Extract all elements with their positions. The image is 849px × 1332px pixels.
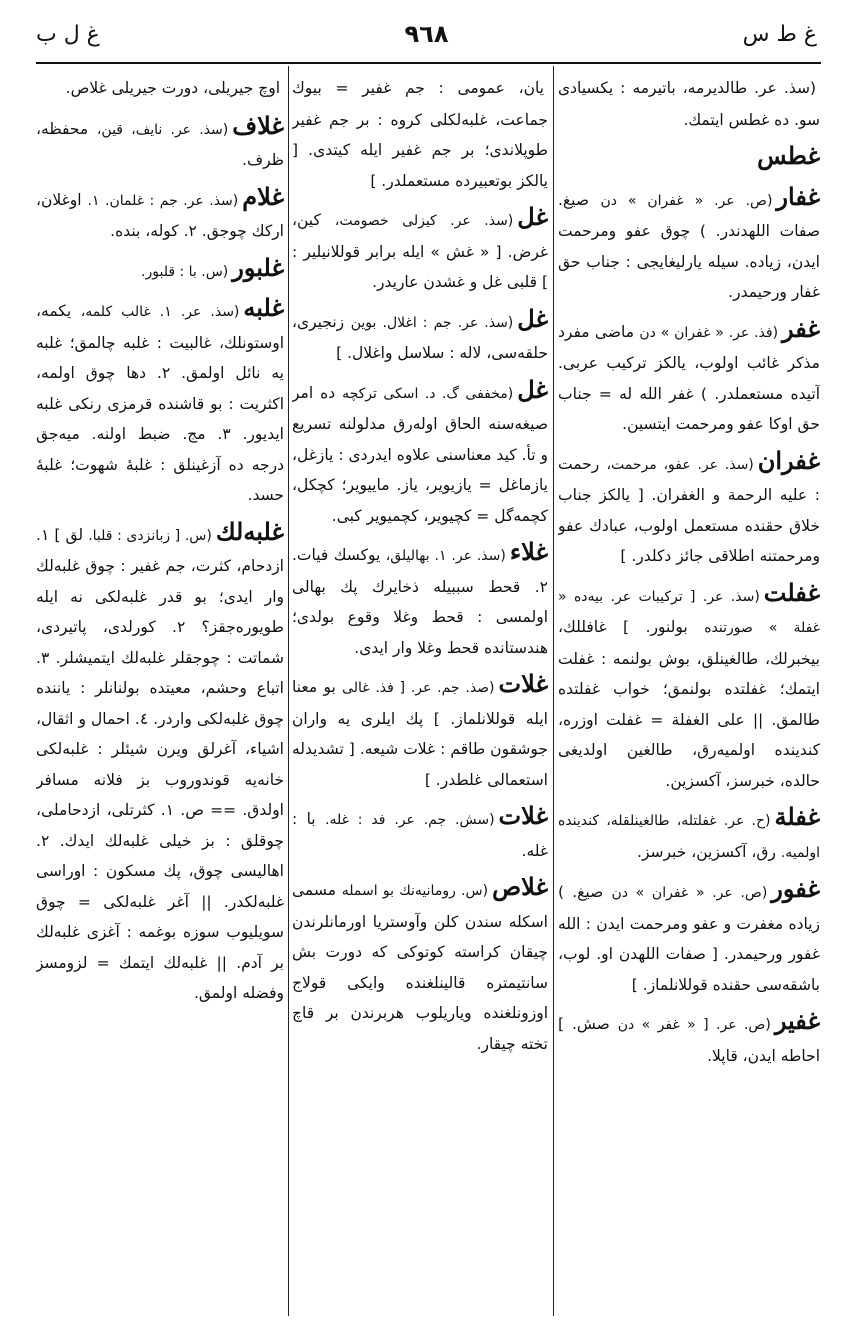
dictionary-entry: [36, 70, 284, 105]
header-rule: [36, 62, 821, 64]
entry-abbreviation: (سذ. عر. ١. بهالیلق،: [385, 548, 506, 564]
entry-definition: ماضی مفرد مذکر غائب اولوب، یالکز ترکیب عربی. آتیده مستعملدر. ) غفر الله له = جناب حق اوکا عفو ومرحمت ایتسین.: [558, 322, 820, 433]
entry-abbreviation: (سذ. عر. ١. غالب کلمه،: [80, 304, 240, 320]
entry-headword: غلاص: [492, 872, 548, 901]
dictionary-entry: [558, 70, 820, 135]
entry-headword: غلات: [498, 669, 548, 698]
entry-definition: یکمه، اوستونلك، غالبیت : غلبه چالمق؛ غلبه یه نائل اولمق. ٢. دها چوق اولمه، اکثریت : بو قاشنده قرمزی رنکی غلبه ایدیور. ٣. مج. ضبط اولنه. میه‌جق درجه ده آزغینلق : غلبهٔ شهوت؛ غلبهٔ حسد.: [36, 302, 284, 504]
dictionary-entry: [292, 537, 548, 663]
column-divider: [288, 66, 289, 1316]
entry-definition: محفظه، ظرف.: [36, 119, 284, 169]
dictionary-entry: [36, 111, 284, 176]
entry-headword: غل: [517, 303, 548, 333]
entry-headword: غلبه: [243, 293, 284, 322]
entry-headword: غل: [517, 202, 548, 231]
dictionary-entry: [36, 253, 284, 288]
dictionary-entry: [292, 669, 548, 795]
entry-headword: غفران: [757, 445, 820, 475]
entry-headword: غفر: [782, 313, 820, 343]
entry-definition: بولنور. ] غافللك، بیخبرلك، طالغینلق، بوش بولنمه : غفلت ایتمك؛ غفلتده بولنمق؛ خواب غفلتده طالمق. || علی الغفلة = غفلت اوزره، کندینده اولمیه‌رق، طالغین اولدیغی حالده، خبرسز، آکسزین.: [558, 618, 820, 790]
entry-definition: یوکسك فیات. ٢. قحط سببیله ذخایرك پك بهالی اولمسی : قحط وغلا وقوع بولدی؛ هندستانده قحط وغلا وار ایدی.: [292, 546, 548, 657]
entry-abbreviation: (ح. عر. غفلتله، طالغینلقله، کندینده اولمیه.: [558, 813, 820, 861]
entry-headword: غلات: [498, 801, 548, 830]
entry-headword: غطس: [757, 141, 820, 170]
entry-headword: غفلت: [763, 577, 820, 607]
entry-definition: زنجیری، حلقه‌سی، لاله : سلاسل واغلال. ]: [292, 312, 548, 362]
entry-definition: صیغ. صفات اللهدندر. ) چوق عفو ومرحمت ایدن، زیاده. سیله یارلیغایجی : جناب حق غفار ورحیمدر.: [558, 190, 820, 301]
entry-abbreviation: (ص. عر. « غفران » دن: [611, 885, 768, 901]
entry-abbreviation: (فذ. عر. « غفران » دن: [639, 324, 779, 341]
entry-definition: با : غله.: [292, 810, 548, 860]
entry-abbreviation: (مخففی گ. د. اسکی ترکچه: [342, 385, 514, 402]
entry-abbreviation: (ص. عر. [ « غفر » دن: [617, 1017, 771, 1033]
dictionary-entry: [292, 202, 548, 298]
entry-abbreviation: (سذ. عر. کیزلی خصومت،: [334, 213, 514, 229]
dictionary-entry: [292, 70, 548, 196]
entry-abbreviation: (س. با : قلبور.: [141, 263, 229, 280]
entry-abbreviation: (سذ. عر. عفو، مرحمت،: [606, 456, 754, 473]
entry-headword: غفار: [776, 181, 820, 211]
entry-headword: غفیر: [774, 1006, 820, 1035]
dictionary-entry: [558, 141, 820, 176]
entry-headword: غلام: [242, 181, 284, 211]
header-letters-left: غ ل ب: [36, 22, 100, 47]
column-middle: [292, 70, 548, 1316]
dictionary-entry: [292, 872, 548, 1059]
entry-definition: اوغلان، ارکك چوجق. ٢. کوله، بنده.: [36, 190, 284, 240]
entry-abbreviation: (سش. جم. عر. فد : غله.: [325, 812, 495, 828]
entry-definition: رحمت : علیه الرحمة و الغفران. [ یالکز جناب خلاق حقنده مستعمل اولوب، عبادك عفو ومرحمتنه اطلاقی جائز دکلدر. ]: [558, 454, 820, 565]
entry-abbreviation: (ص. عر. « غفران » دن: [600, 192, 773, 209]
entry-abbreviation: (سذ. عر. جم : اغلال. بوین: [350, 314, 514, 331]
page-number: ٩٦٨: [404, 20, 449, 48]
entry-headword: غفور: [771, 874, 820, 903]
dictionary-entry: [36, 517, 284, 1009]
dictionary-entry: [292, 375, 548, 532]
entry-definition: (سذ. عر. طالدیرمه، باتیرمه : یکسیادی سو. ده غطس ایتمك.: [558, 79, 820, 129]
dictionary-entry: [558, 802, 820, 868]
entry-abbreviation: (سذ. عر. جم : غلمان. ١.: [87, 192, 239, 209]
dictionary-entry: [558, 446, 820, 572]
header-letters-right: غ ط س: [742, 22, 817, 47]
entry-definition: رق، آکسزین، خبرسز.: [637, 842, 776, 861]
entry-definition: اوچ جیریلی، دورت جیریلی غلاص.: [65, 79, 280, 97]
entry-headword: غلبه‌لك: [215, 516, 284, 546]
entry-definition: لق ] ١. ازدحام، کثرت، جم غفیر : چوق غلبه‌لك وار ایدی؛ بو قدر غلبه‌لکی نه ایله طویوره‌جقز؟ ٢. کورلدی، پاتیردی، شماتت : چوجقلر غلبه‌لك ایتمیشلر. ٣. اتباع وحشم، معیتده بولنانلر : یاننده چوق غلبه‌لکی واردر. ٤. احمال و اثقال، اشیاء، آغرلق ویرن شیئلر : غلبه‌لکی خانه‌یه قوندوروب بز فلانه مسافر اولدق. == ص. ١. کثرتلی، ازدحاملی، چوقلق : بز خیلی غلبه‌لك ایدك. ٢. اهالیسی چوق، پك مسکون : اوراسی غلبه‌لکدر. || آغر غلبه‌لکی = چوق سویلیوب سوزه بوغمه : آغزی غلبه‌لك بر آدم. || غلبه‌لك ایتمك = لزومسز وفضله اولمق.: [36, 525, 284, 1002]
dictionary-entry: [558, 578, 820, 797]
dictionary-entry: [558, 182, 820, 308]
entry-definition: کین، غرض. [ « غش » ایله برابر قوللانیلیر : ] قلبی غل و غشدن عاریدر.: [292, 211, 548, 291]
entry-abbreviation: (صذ. جم. عر. [ فذ. غالی: [342, 680, 495, 696]
column-divider: [553, 66, 554, 1316]
column-right: [558, 70, 820, 1316]
dictionary-entry: [292, 801, 548, 866]
dictionary-entry: [36, 293, 284, 511]
entry-headword: غلبور: [232, 252, 284, 282]
dictionary-entry: [292, 304, 548, 369]
entry-definition: ده امر صیغه‌سنه الحاق اوله‌رق مدلولنه تسریع و تأ. کید معناسنی علاوه ایدردی : یازغل، یازماغل = یازیویر، یاز. ماییویر؛ کچکل، کچمه‌گل = کچیویر، کچمیویر کبی.: [292, 383, 548, 525]
entry-definition: یان، عمومی : جم غفیر = بیوك جماعت، غلبه‌لکلی کروه : بر جم غفیر طوپلاندی؛ بر جم غفیر ایله کیتدی. [ یالکز بوتعبیرده مستعملدر. ]: [292, 79, 548, 190]
dictionary-entry: [558, 1006, 820, 1071]
entry-abbreviation: (سذ. عر. نایف، قین،: [96, 121, 229, 138]
entry-headword: غلاء: [509, 537, 548, 566]
entry-abbreviation: (س. [ زبانزدی : قلبا.: [88, 527, 212, 544]
entry-abbreviation: (س. رومانیه‌نك بو اسمله: [341, 883, 489, 899]
entry-abbreviation: (سذ. عر. [ ترکیبات عر. بیه‌ده « غفلة » صورتنده: [558, 588, 820, 636]
dictionary-entry: [558, 314, 820, 440]
entry-definition: مسمی اسکله سندن کلن وآوستریا اورمانلرندن چیقان کراسته کوتوکی که دورت بش سانتیمتره قالینلغنده وایکی قولاج اوزونلغنده ویاریلوب هربرندن بر قاچ تخته چیقار.: [292, 881, 548, 1053]
running-header: [36, 18, 817, 58]
entry-definition: صیغ. ) زیاده مغفرت و عفو ومرحمت ایدن : الله غفور ورحیمدر. [ صفات اللهدن او. لوب، باشقه‌سی حقنده قوللانلماز. ]: [558, 883, 820, 994]
dictionary-entry: [36, 182, 284, 247]
entry-headword: غلاف: [232, 110, 284, 140]
column-left: [36, 70, 284, 1316]
dictionary-entry: [558, 874, 820, 1000]
entry-definition: صش. ] احاطه ایدن، قاپلا.: [558, 1015, 820, 1065]
entry-headword: غل: [517, 374, 548, 404]
entry-headword: غفلة: [774, 802, 820, 831]
entry-definition: بو معنا ایله قوللانلماز. ] پك ایلری یه واران جوشقون طاقم : غلات شیعه. [ تشدیدله استعمالی غلطدر. ]: [292, 678, 548, 789]
